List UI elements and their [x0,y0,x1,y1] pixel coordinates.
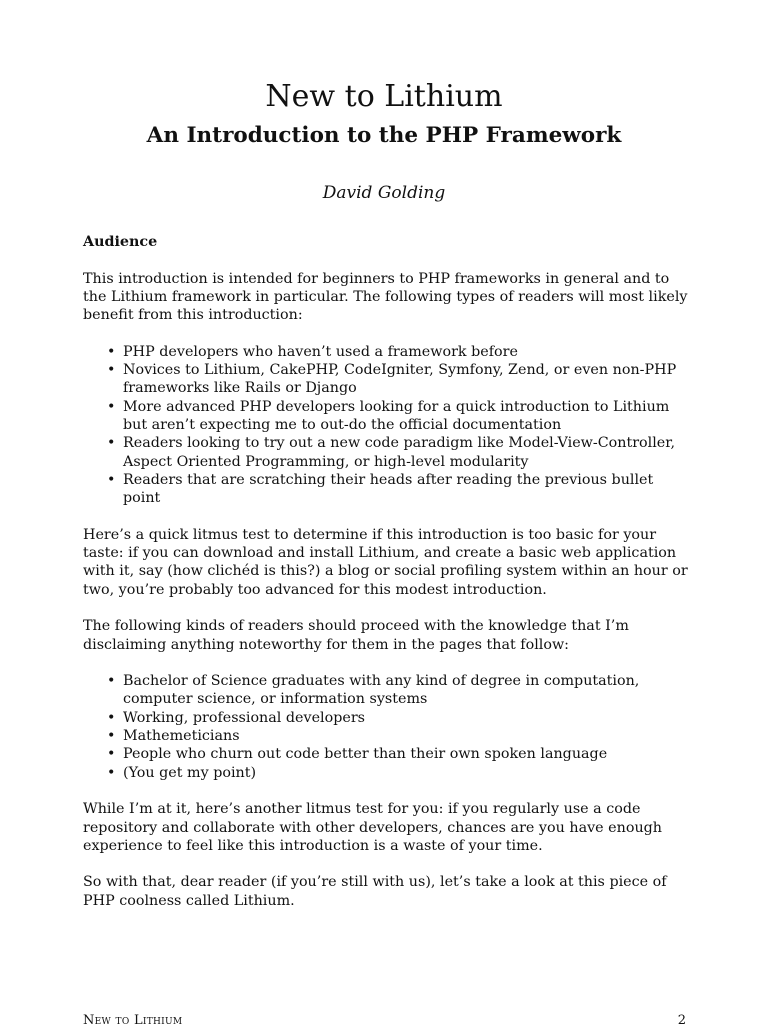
bullet-list-audience [83,343,693,508]
paragraph-intro: This introduction is intended for beginners to PHP frameworks in general and to the Lithium framework in particular. The following types of readers will most likely benefit from this introduction: [83,270,688,324]
author-name: David Golding [322,183,446,203]
list-item: • Working, professional developers [123,709,693,727]
paragraph-second-litmus: While I’m at it, here’s another litmus test for you: if you regularly use a code repository and collaborate with other developers, chances are you have enough experience to feel like this introduction is a waste of your time. [83,801,663,854]
list-item: • Readers that are scratching their heads after reading the previous bullet point [123,471,693,508]
document-title: New to Lithium [265,79,503,114]
list-item: • Readers looking to try out a new code paradigm like Model-View-Controller, Aspect Oriented Programming, or high-level modularity [123,434,693,471]
document-body [83,233,693,928]
paragraph-disclaimer: The following kinds of readers should proceed with the knowledge that I’m disclaiming anything noteworthy for them in the pages that follow: [83,618,629,653]
section-heading: Audience [83,234,158,250]
document-subtitle: An Introduction to the PHP Framework [146,123,622,148]
list-item: • Mathemeticians [123,727,693,745]
paragraph-closing: So with that, dear reader (if you’re still with us), let’s take a look at this piece of PHP coolness called Lithium. [83,874,667,909]
list-item: • PHP developers who haven’t used a framework before [123,343,693,361]
bullet-list-advanced-readers [83,672,693,782]
list-item: • Bachelor of Science graduates with any kind of degree in computation, computer science, or information systems [123,672,693,709]
list-item: • Novices to Lithium, CakePHP, CodeIgniter, Symfony, Zend, or even non-PHP frameworks like Rails or Django [123,361,693,398]
paragraph-litmus-test: Here’s a quick litmus test to determine if this introduction is too basic for your taste: if you can download and install Lithium, and create a basic web application with it, say (how clichéd is this?) a blog or social profiling system within an hour or two, you’re probably too advanced for this modest introduction. [83,526,688,598]
page-number: 2 [677,1013,686,1028]
list-item: • People who churn out code better than their own spoken language [123,745,693,763]
running-footer-title: New to Lithium [83,1013,183,1028]
list-item: • (You get my point) [123,764,693,782]
list-item: • More advanced PHP developers looking for a quick introduction to Lithium but aren’t expecting me to out-do the official documentation [123,398,693,435]
